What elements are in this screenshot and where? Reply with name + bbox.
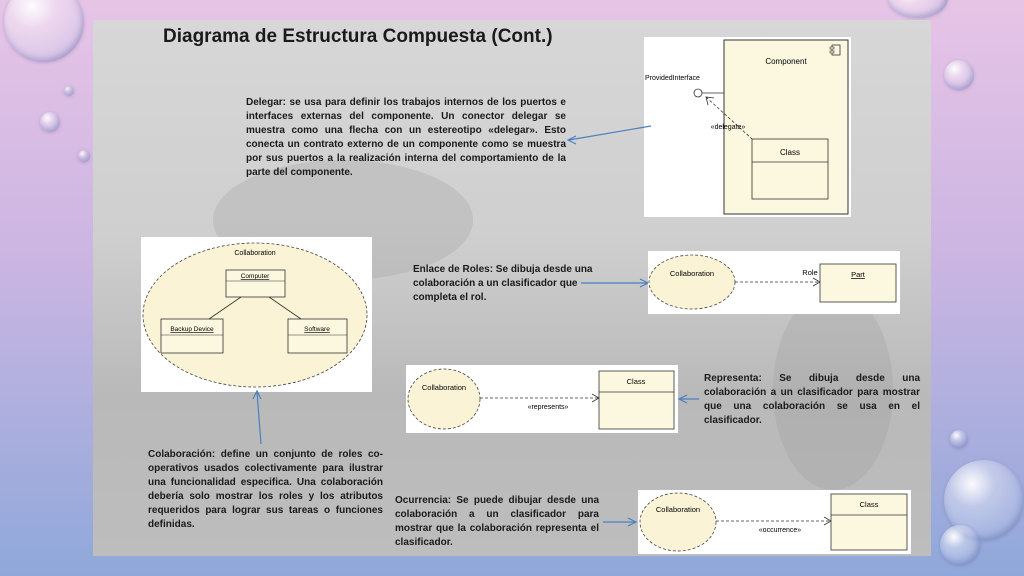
collaboration-diagram — [141, 237, 372, 392]
bubble-decoration — [4, 0, 84, 62]
represents-collaboration-label: Collaboration — [421, 383, 467, 392]
role-binding-svg — [648, 251, 900, 314]
representa-arrow — [677, 392, 701, 406]
role-binding-diagram — [648, 251, 900, 314]
role-label: Role — [802, 268, 818, 277]
collaboration-title: Collaboration — [234, 250, 276, 257]
slide-content — [93, 20, 931, 556]
occurrence-class-label: Class — [859, 500, 879, 509]
role-collaboration-label: Collaboration — [669, 269, 715, 278]
collaboration-diagram-svg — [141, 237, 372, 392]
represents-stereotype: «represents» — [527, 404, 569, 411]
occurrence-collaboration-label: Collaboration — [655, 505, 701, 514]
represents-svg — [406, 365, 678, 433]
backup-device-part — [161, 319, 223, 353]
colaboracion-description: Colaboración: define un conjunto de roles co-operativos usados colectivamente para ilustrar una funcionalidad especifica. Una colaboración debería solo mostrar los roles y los atributos requeridos para lograr sus tareas o funciones definidas. — [148, 449, 383, 530]
bubble-decoration — [944, 60, 974, 90]
occurrence-collaboration-ellipse — [640, 493, 716, 551]
component-diagram — [644, 37, 851, 217]
delegar-description: Delegar: se usa para definir los trabajos internos de los puertos e interfaces externas del componente. Un conector delegar se muestra como una flecha con un estereotipo «delegar». Esto conecta un contrato externo de un componente como se muestra por sus puertos a la realización interna del comportamiento de la parte del componente. — [246, 97, 566, 178]
role-collaboration-ellipse — [649, 255, 735, 309]
part-label: Part — [851, 270, 865, 279]
interface-lollipop — [694, 89, 702, 97]
occurrence-svg — [638, 490, 911, 554]
bubble-decoration — [950, 430, 968, 448]
represents-diagram — [406, 365, 678, 433]
software-part — [288, 319, 347, 353]
component-diagram-svg — [644, 37, 851, 217]
bubble-decoration — [940, 525, 980, 565]
backup-device-label: Backup Device — [170, 326, 214, 333]
provided-interface-label: ProvidedInterface — [645, 75, 700, 82]
colaboracion-arrow — [251, 386, 271, 446]
ocurrencia-arrow — [603, 515, 639, 529]
represents-collaboration-ellipse — [408, 369, 480, 429]
bubble-decoration — [78, 150, 90, 162]
collaboration-ellipse — [143, 243, 367, 387]
bubble-decoration — [40, 112, 60, 132]
enlace-arrow — [581, 276, 651, 290]
component-label: Component — [765, 57, 807, 66]
occurrence-stereotype: «occurrence» — [758, 527, 802, 534]
represents-class-label: Class — [626, 377, 646, 386]
software-label: Software — [304, 326, 330, 333]
page-title: Diagrama de Estructura Compuesta (Cont.) — [163, 26, 553, 47]
bubble-decoration — [64, 86, 74, 96]
class-label: Class — [779, 148, 801, 157]
enlace-roles-description: Enlace de Roles: Se dibuja desde una colaboración a un clasificador que completa el rol. — [413, 264, 593, 303]
computer-label: Computer — [240, 273, 270, 280]
ocurrencia-description: Ocurrencia: Se puede dibujar desde una colaboración a un clasificador para mostrar que la colaboración representa el clasificador. — [395, 495, 599, 548]
bubble-decoration — [888, 0, 948, 18]
representa-description: Representa: Se dibuja desde una colaboración a un clasificador para mostrar que una colaboración se usa en el clasificador. — [704, 373, 920, 426]
delegar-arrow — [563, 120, 653, 150]
occurrence-diagram — [638, 490, 911, 554]
delegate-label: «delegate» — [710, 124, 746, 131]
